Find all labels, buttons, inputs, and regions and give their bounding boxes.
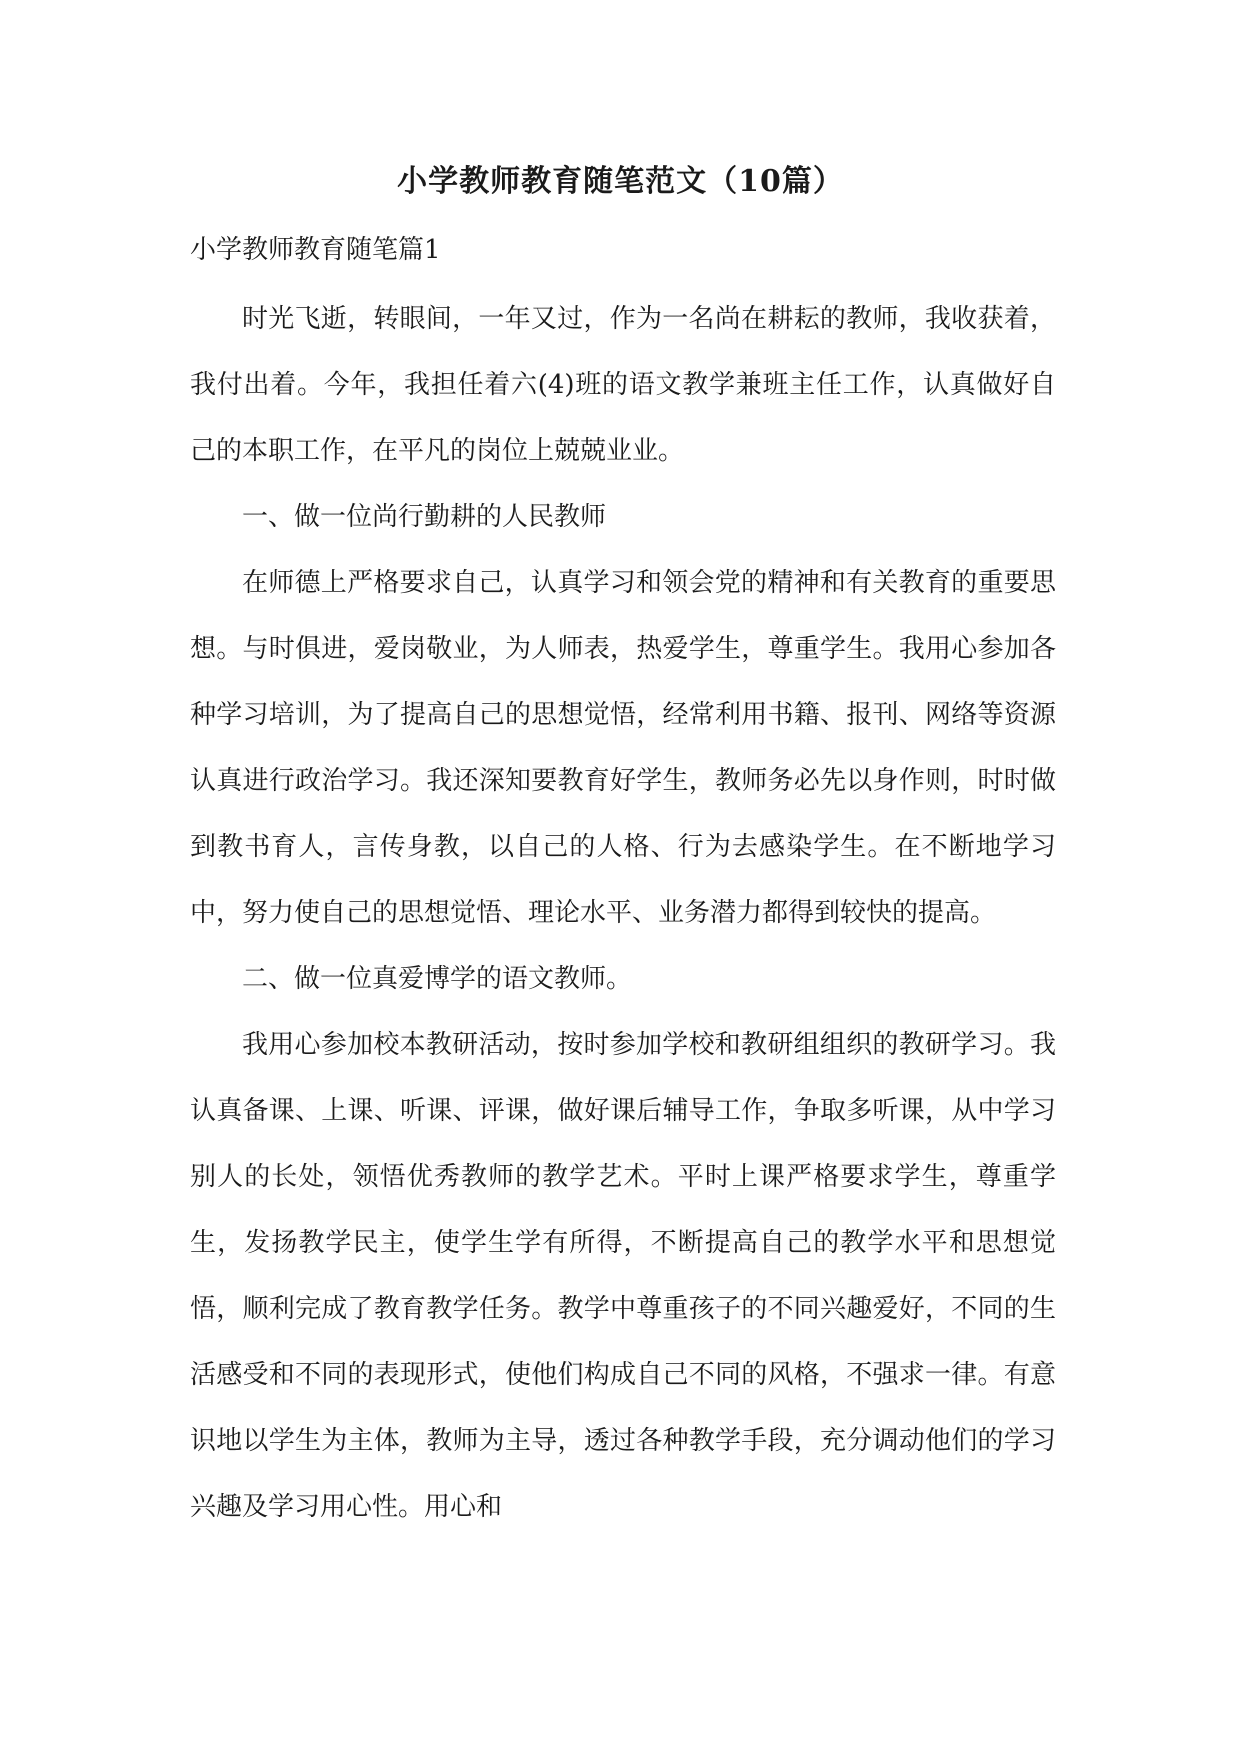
- document-title: 小学教师教育随笔范文（10篇）: [397, 164, 844, 199]
- subheading-two: 二、做一位真爱博学的语文教师。: [242, 964, 633, 994]
- document-body: [190, 286, 1056, 1540]
- section-heading: 小学教师教育随笔篇1: [190, 235, 441, 265]
- subheading-one: 一、做一位尚行勤耕的人民教师: [242, 502, 607, 532]
- paragraph-ethics: 在师德上严格要求自己，认真学习和领会党的精神和有关教育的重要思想。与时俱进，爱岗敬业，为人师表，热爱学生，尊重学生。我用心参加各种学习培训，为了提高自己的思想觉悟，经常利用书籍、报刊、网络等资源认真进行政治学习。我还深知要教育好学生，教师务必先以身作则，时时做到教书育人，言传身教，以自己的人格、行为去感染学生。在不断地学习中，努力使自己的思想觉悟、理论水平、业务潜力都得到较快的提高。: [190, 568, 1056, 928]
- paragraph-intro: 时光飞逝，转眼间，一年又过，作为一名尚在耕耘的教师，我收获着，我付出着。今年，我担任着六(4)班的语文教学兼班主任工作，认真做好自己的本职工作，在平凡的岗位上兢兢业业。: [190, 304, 1056, 466]
- paragraph-teaching: 我用心参加校本教研活动，按时参加学校和教研组组织的教研学习。我认真备课、上课、听课、评课，做好课后辅导工作，争取多听课，从中学习别人的长处，领悟优秀教师的教学艺术。平时上课严格要求学生，尊重学生，发扬教学民主，使学生学有所得，不断提高自己的教学水平和思想觉悟，顺利完成了教育教学任务。教学中尊重孩子的不同兴趣爱好，不同的生活感受和不同的表现形式，使他们构成自己不同的风格，不强求一律。有意识地以学生为主体，教师为主导，透过各种教学手段，充分调动他们的学习兴趣及学习用心性。用心和: [190, 1030, 1056, 1522]
